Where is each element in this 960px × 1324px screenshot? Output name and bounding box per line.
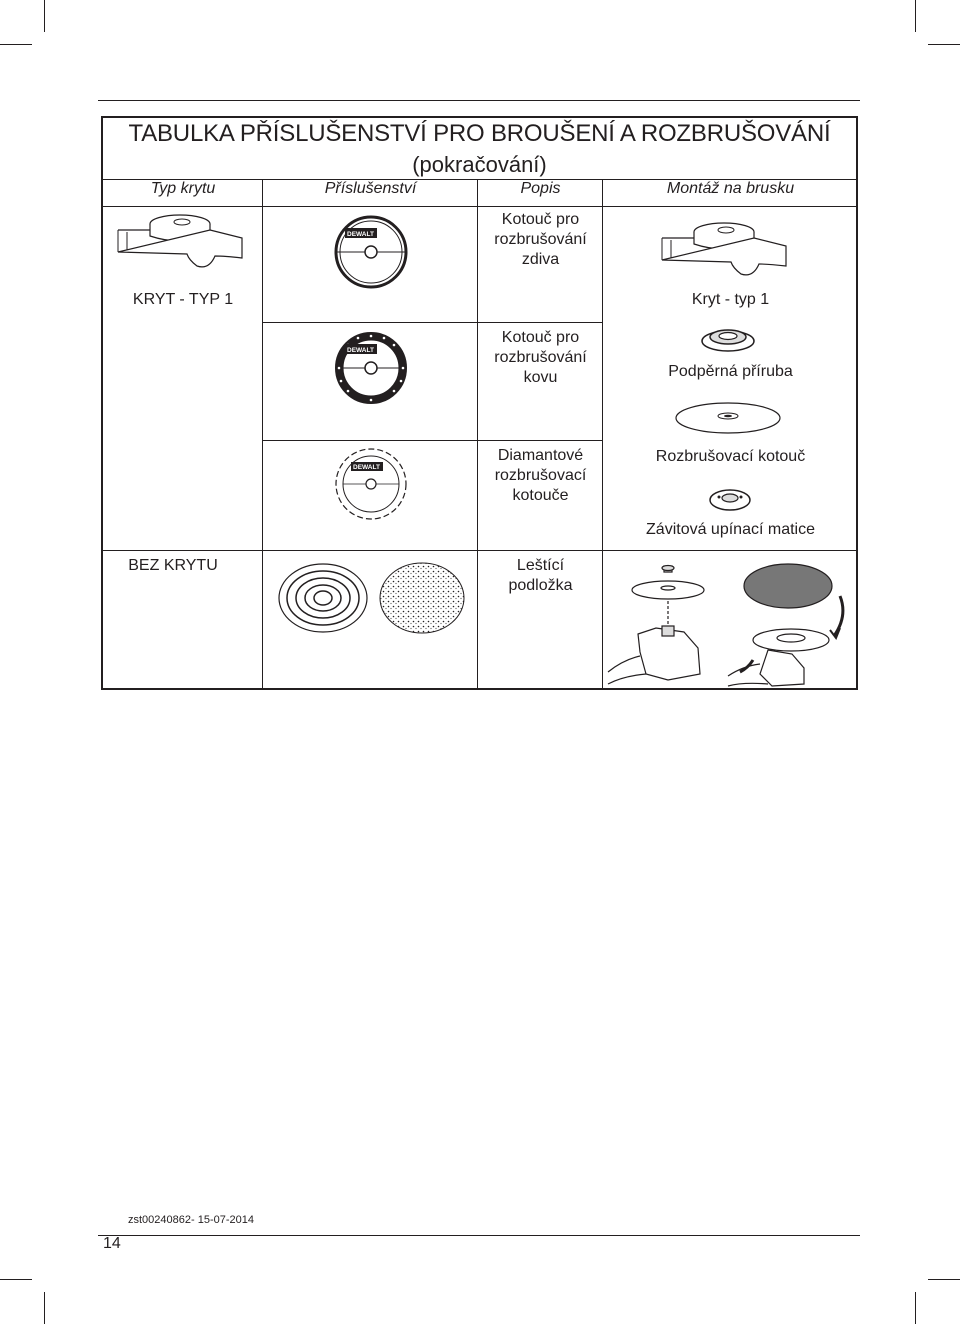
wheel-brand: DEWALT bbox=[347, 231, 374, 238]
crop-mark bbox=[928, 1279, 960, 1280]
header-rule bbox=[98, 100, 860, 101]
table-subtitle: (pokračování) bbox=[412, 152, 547, 177]
description-masonry: Kotouč pro rozbrušování zdiva bbox=[494, 211, 587, 268]
diamond-wheel-icon bbox=[333, 446, 409, 522]
col-divider bbox=[262, 179, 263, 688]
accessory-table bbox=[101, 116, 858, 690]
col-header-mounting: Montáž na brusku bbox=[666, 180, 795, 197]
wheel-brand: DEWALT bbox=[353, 464, 380, 471]
cutting-wheel-icon bbox=[673, 400, 783, 436]
threaded-nut-icon bbox=[707, 484, 753, 514]
footer-rule bbox=[98, 1235, 860, 1236]
crop-mark bbox=[915, 0, 916, 32]
description-diamond: Diamantové rozbrušovací kotouče bbox=[494, 447, 587, 504]
row-divider bbox=[262, 322, 603, 323]
col-header-description: Popis bbox=[520, 180, 561, 197]
description-polishing-pad: Leštící podložka bbox=[508, 557, 573, 594]
polishing-pad-icon bbox=[275, 560, 371, 636]
col-header-guard-type: Typ krytu bbox=[150, 180, 216, 197]
guard-icon bbox=[659, 218, 789, 280]
guard-type-1-label: KRYT - TYP 1 bbox=[132, 291, 234, 308]
no-guard-label: BEZ KRYTU bbox=[128, 557, 218, 574]
wheel-brand: DEWALT bbox=[347, 347, 374, 354]
backing-flange-icon bbox=[698, 325, 758, 355]
crop-mark bbox=[44, 1292, 45, 1324]
document-code: zst00240862- 15-07-2014 bbox=[128, 1214, 254, 1226]
crop-mark bbox=[0, 1279, 32, 1280]
description-metal: Kotouč pro rozbrušování kovu bbox=[494, 329, 587, 386]
header-bottom-divider bbox=[103, 206, 856, 207]
row-divider bbox=[262, 440, 603, 441]
sponge-pad-icon bbox=[377, 560, 467, 636]
crop-mark bbox=[44, 0, 45, 32]
crop-mark bbox=[915, 1292, 916, 1324]
mount-backing-flange: Podpěrná příruba bbox=[668, 363, 793, 380]
crop-mark bbox=[928, 44, 960, 45]
mount-guard-type-1: Kryt - typ 1 bbox=[691, 291, 770, 308]
mount-cutting-wheel: Rozbrušovací kotouč bbox=[655, 448, 806, 465]
row-divider bbox=[103, 550, 856, 551]
col-header-accessory: Příslušenství bbox=[324, 180, 417, 197]
masonry-wheel-icon bbox=[333, 214, 409, 290]
page-number: 14 bbox=[103, 1235, 121, 1252]
table-title: TABULKA PŘÍSLUŠENSTVÍ PRO BROUŠENÍ A ROZBRUŠOVÁNÍ bbox=[128, 120, 831, 147]
guard-icon bbox=[115, 210, 245, 272]
mount-threaded-nut: Závitová upínací matice bbox=[646, 521, 815, 538]
grinder-assembly-icon bbox=[608, 556, 858, 688]
metal-wheel-icon bbox=[333, 330, 409, 406]
crop-mark bbox=[0, 44, 32, 45]
